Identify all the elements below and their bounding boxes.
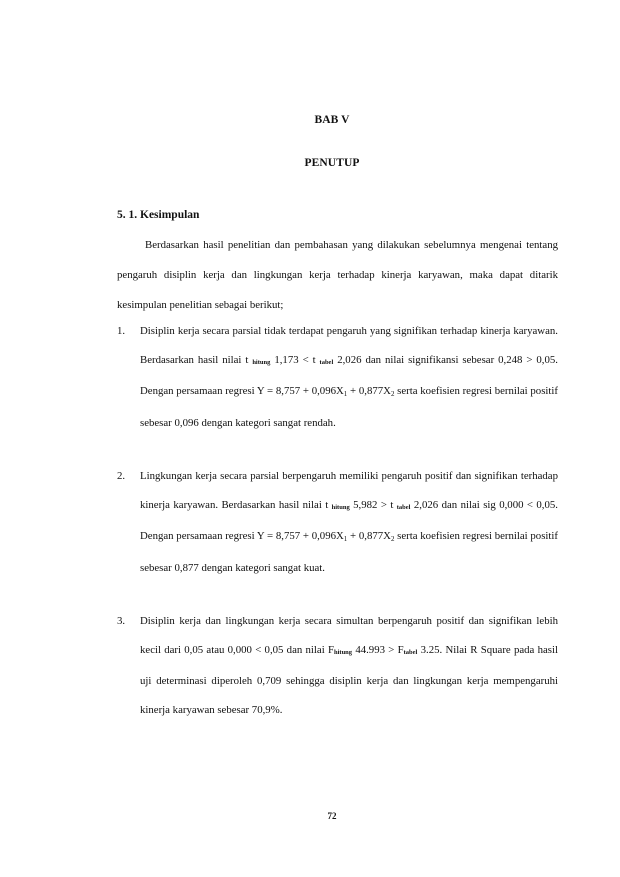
item-text: 1,173 < t	[270, 353, 320, 366]
item-text: serta koefisien regresi bernilai positif sebesar 0,096 dengan kategori sangat rendah.	[140, 385, 558, 429]
item-body	[140, 317, 558, 437]
item-text: serta koefisien regresi bernilai positif sebesar 0,877 dengan kategori sangat kuat.	[140, 530, 558, 574]
section-heading: 5. 1. Kesimpulan	[117, 209, 200, 221]
variable-index: 1	[343, 535, 348, 543]
page-number: 72	[327, 811, 337, 821]
chapter-label: BAB V	[314, 114, 350, 126]
variable-index: 2	[390, 535, 395, 543]
conclusion-item-2	[117, 462, 558, 582]
subscript: hitung	[333, 648, 353, 656]
item-body	[140, 462, 558, 582]
subscript: hitung	[252, 358, 271, 366]
item-text: Disiplin kerja secara parsial tidak terdapat pengaruh yang signifikan terhadap kinerja karyawan. Berdasarkan hasil nilai t	[140, 325, 558, 366]
subscript: tabel	[319, 358, 334, 366]
item-text: 44.993 > F	[352, 643, 404, 656]
subscript: tabel	[403, 648, 418, 656]
item-text: + 0,877X	[347, 530, 391, 542]
item-text: 2,026 dan nilai sig 0,000 < 0,05. Dengan persamaan regresi Y = 8,757 + 0,096X	[140, 498, 558, 542]
variable-index: 2	[390, 390, 395, 398]
chapter-title: PENUTUP	[304, 157, 360, 169]
item-text: 5,982 > t	[349, 498, 397, 511]
item-text: + 0,877X	[347, 385, 391, 397]
subscript: hitung	[331, 503, 350, 511]
item-body	[140, 607, 558, 724]
variable-index: 1	[343, 390, 348, 398]
item-text: 3.25. Nilai R Square pada hasil uji determinasi diperoleh 0,709 sehingga disiplin kerja dan lingkungan kerja mempengaruhi kinerja karyawan sebesar 70,9%.	[140, 643, 558, 716]
item-text: Disiplin kerja dan lingkungan kerja secara simultan berpengaruh positif dan signifikan lebih kecil dari 0,05 atau 0,000 < 0,05 dan nilai F	[140, 615, 558, 656]
conclusion-item-1	[117, 317, 558, 437]
intro-paragraph: Berdasarkan hasil penelitian dan pembahasan yang dilakukan sebelumnya mengenai tentang pengaruh disiplin kerja dan lingkungan kerja terhadap kinerja karyawan, maka dapat ditarik kesimpulan penelitian sebagai berikut;	[117, 239, 558, 311]
item-number: 2.	[117, 470, 126, 482]
conclusion-item-3	[117, 607, 558, 724]
item-number: 3.	[117, 615, 126, 627]
subscript: tabel	[396, 503, 411, 511]
item-text: 2,026 dan nilai signifikansi sebesar 0,248 > 0,05. Dengan persamaan regresi Y = 8,757 + 0,096X	[140, 353, 558, 397]
item-number: 1.	[117, 325, 126, 337]
item-text: Lingkungan kerja secara parsial berpengaruh memiliki pengaruh positif dan signifikan terhadap kinerja karyawan. Berdasarkan hasil nilai t	[140, 470, 558, 511]
